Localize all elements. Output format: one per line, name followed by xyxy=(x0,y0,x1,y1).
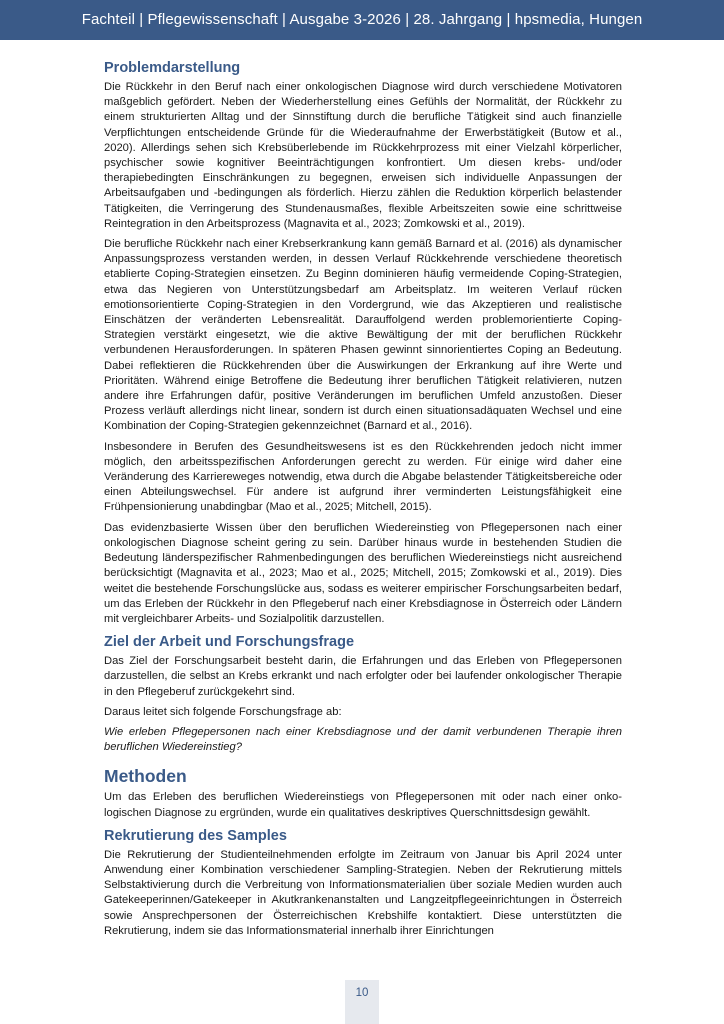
paragraph: Insbesondere in Berufen des Gesundheitswesens ist es den Rückkehrenden jedoch nicht immer möglich, den arbeitsspezifischen Anforderungen gerecht zu werden. Für einige wird daher eine Veränderung des Karriereweges notwendig, etwa durch die Abgabe belastender Tätigkeitsbereiche oder einen Abteilungswechsel. Für andere ist aufgrund ihrer verminderten Leistungsfähigkeit eine Frühpensionierung unabdingbar (Mao et al., 2025; Mitchell, 2015). xyxy=(104,440,622,514)
heading-rekrutierung: Rekrutierung des Samples xyxy=(104,827,287,844)
paragraph: Die berufliche Rückkehr nach einer Krebserkrankung kann gemäß Barnard et al. (2016) als dynamischer Anpassungsprozess verstanden werden, in dessen Verlauf Rückkehrende verschiedene theoretisch etablierte Coping-Strategien einsetzen. Zu Beginn dominieren häufig vermeidende Coping-Strategien, etwa das Negieren von Unterstützungsbedarf am Arbeitsplatz. Im weiteren Verlauf rücken emotionsorientierte Coping-Strategien in den Vordergrund, wie das Akzeptieren und realistische Einschätzen der veränderten Lebensrealität. Darauffolgend werden problemorientierte Coping-Strategien verstärkt eingesetzt, wie die aktive Bewältigung der mit der beruflichen Rückkehr verbundenen Herausforderungen. In späteren Phasen gewinnt sinnorientiertes Coping an Bedeutung. Dabei reflektieren die Rückkehrenden über die Auswirkungen der Erkrankung auf ihre Werte und Prioritäten. Während einige Betroffene die Bedeutung ihrer beruflichen Tätigkeit relativieren, nutzen andere ihre Erfahrungen dafür, positive Veränderungen im beruflichen Umfeld anzustoßen. Dieser Prozess verläuft allerdings nicht linear, sondern ist durch einen situationsadäquaten Wechsel und eine Kombination der Coping-Strategien gekennzeichnet (Barnard et al., 2016). xyxy=(104,238,622,433)
paragraph: Das evidenzbasierte Wissen über den beruflichen Wiedereinstieg von Pflegepersonen nach einer onkologischen Diagnose scheint gering zu sein. Darüber hinaus wurde in bestehenden Studien die Bedeutung länderspezifischer Rahmenbedingungen des beruflichen Wiedereinstiegs nicht ausreichend berücksichtigt (Magnavita et al., 2023; Mao et al., 2025; Mitchell, 2015; Zomkowski et al., 2019). Dies weitet die bestehende Forschungslücke aus, sodass es weiterer empirischer Forschungsarbeiten bedarf, um das Erleben der Rückkehr in den Pflegeberuf nach einer Krebsdiagnose in Österreich oder Ländern mit vergleichbarer Arbeits- und Sozialpolitik darzustellen. xyxy=(104,521,623,625)
heading-ziel: Ziel der Arbeit und Forschungsfrage xyxy=(104,634,355,651)
paragraph: Daraus leitet sich folgende Forschungsfrage ab: xyxy=(104,705,342,718)
page-number: 10 xyxy=(345,980,379,1024)
heading-problemdarstellung: Problemdarstellung xyxy=(104,60,241,76)
paragraph: Um das Erleben des beruflichen Wiedereinstiegs von Pflegepersonen mit oder nach einer onkologischen Diagnose zu ergründen, wurde ein qualitatives deskriptives Querschnittsdesign gewählt. xyxy=(104,791,622,819)
paragraph: Das Ziel der Forschungsarbeit besteht darin, die Erfahrungen und das Erleben von Pflegepersonen darzustellen, die selbst an Krebs erkrankt und nach erfolgter oder bei laufender onkologischer Therapie in den Pflegeberuf zurückgekehrt sind. xyxy=(104,655,622,698)
page-header: Fachteil | Pflegewissenschaft | Ausgabe 3-2026 | 28. Jahrgang | hpsmedia, Hungen xyxy=(0,0,724,40)
research-question: Wie erleben Pflegepersonen nach einer Krebsdiagnose und der damit verbundenen Therapie ihren beruflichen Wiedereinstieg? xyxy=(104,725,622,754)
article-body xyxy=(104,58,622,944)
paragraph: Die Rückkehr in den Beruf nach einer onkologischen Diagnose wird durch verschiedene Motivatoren maßgeblich gefördert. Neben der Wiederherstellung eines Gefühls der Normalität, der Rückkehr zu einem strukturierten Alltag und der Sinnstiftung durch die berufliche Tätigkeit sind auch finanzielle Verpflichtungen entscheidende Gründe für die Wiederaufnahme der Erwerbstätigkeit (Butow et al., 2020). Allerdings sehen sich Krebsüberlebende im Rückkehrprozess mit einer Vielzahl körperlicher, psychischer sowie kognitiver Beeinträchtigungen konfrontiert. Um diesen krebs- und/oder therapiebedingten Einschränkungen zu begegnen, erweisen sich individuelle Anpassungen der Arbeitsaufgaben und -bedingungen als förderlich. Hierzu zählen die Reduktion körperlich belastender Tätigkeiten, die Verringerung des Stundenausmaßes, flexible Arbeitszeiten sowie eine schrittweise Reintegration in den Arbeitsprozess (Magnavita et al., 2023; Zomkowski et al., 2019). xyxy=(104,81,622,230)
paragraph: Die Rekrutierung der Studienteilnehmenden erfolgte im Zeitraum von Januar bis April 2024 unter Anwendung einer Kombination verschiedener Sampling-Strategien. Neben der Rekrutierung mittels Selbstaktivierung durch die Verbreitung von Informationsmaterialien über soziale Medien wurden auch Gatekeeperinnen/Gatekeeper in Akutkrankenanstalten und Langzeitpflegeeinrichtungen in Österreich sowie Ansprechpersonen der Österreichischen Krebshilfe kontaktiert. Diese unterstützten die Rekrutierung, indem sie das Informationsmaterial innerhalb ihrer Einrichtungen xyxy=(104,848,622,937)
heading-methoden: Methoden xyxy=(104,766,187,787)
